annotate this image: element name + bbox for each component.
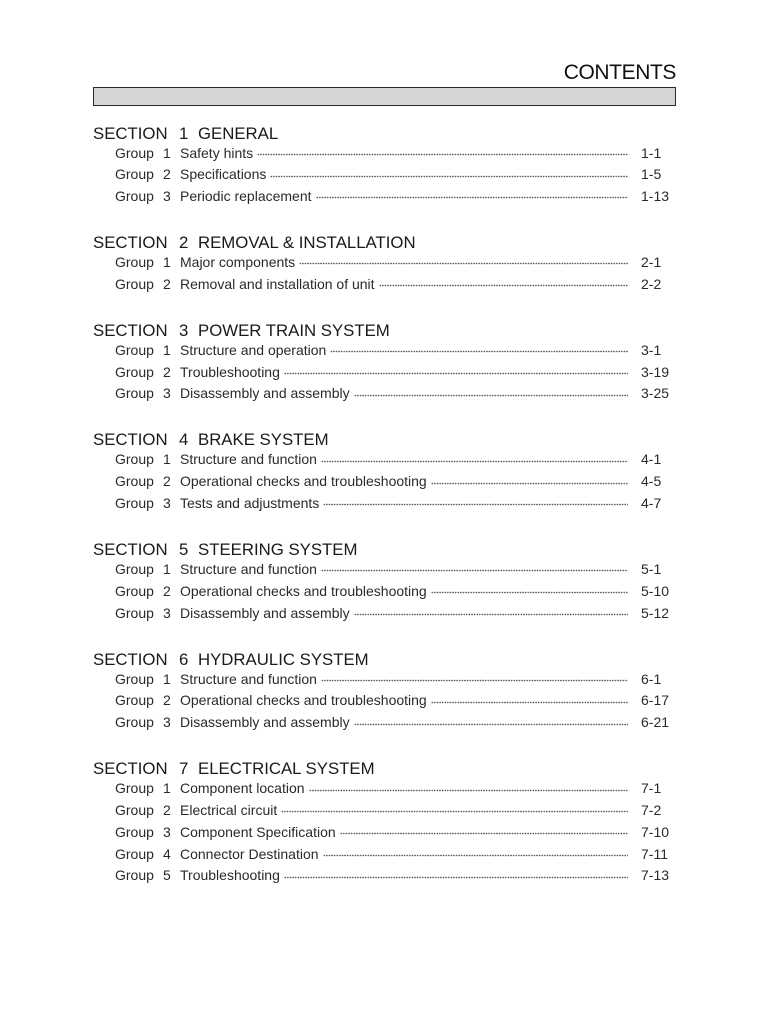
group-number: 1 — [163, 780, 171, 797]
section-label: SECTION — [93, 759, 168, 779]
group-label: Group — [115, 254, 154, 271]
group-number: 1 — [163, 561, 171, 578]
group-label: Group — [115, 845, 154, 862]
entry-title: Periodic replacement — [180, 188, 312, 205]
group-number: 1 — [163, 254, 171, 271]
entry-title: Component location — [180, 780, 305, 797]
group-label: Group — [115, 188, 154, 205]
dot-leader — [257, 153, 628, 156]
entry-title: Operational checks and troubleshooting — [180, 692, 427, 709]
group-label: Group — [115, 867, 154, 884]
toc-entry — [93, 252, 676, 274]
page-number: 5-12 — [641, 604, 670, 621]
group-label: Group — [115, 495, 154, 512]
dot-leader — [321, 569, 628, 572]
toc-entry — [93, 712, 676, 734]
toc-entry — [93, 865, 676, 887]
dot-leader — [321, 679, 628, 682]
page-number: 1-1 — [641, 144, 662, 161]
page-number: 4-1 — [641, 451, 662, 468]
toc-entry — [93, 778, 676, 800]
entry-title: Connector Destination — [180, 845, 319, 862]
dot-leader — [431, 701, 628, 704]
dot-leader — [431, 482, 628, 485]
entry-title: Structure and operation — [180, 341, 327, 358]
page-number: 4-7 — [641, 495, 662, 512]
page-number: 6-17 — [641, 692, 670, 709]
group-number: 2 — [163, 473, 171, 490]
group-number: 1 — [163, 451, 171, 468]
toc-section — [93, 321, 676, 405]
section-label: SECTION — [93, 649, 168, 669]
dot-leader — [354, 613, 628, 616]
group-label: Group — [115, 363, 154, 380]
entry-title: Specifications — [180, 166, 267, 183]
group-label: Group — [115, 561, 154, 578]
section-label: SECTION — [93, 430, 168, 450]
section-title: HYDRAULIC SYSTEM — [198, 649, 369, 669]
group-label: Group — [115, 582, 154, 599]
group-label: Group — [115, 801, 154, 818]
page-number: 7-2 — [641, 801, 662, 818]
group-number: 4 — [163, 845, 171, 862]
group-number: 2 — [163, 801, 171, 818]
section-heading — [93, 540, 676, 559]
section-number: 3 — [179, 320, 189, 340]
entry-title: Component Specification — [180, 823, 336, 840]
table-of-contents — [93, 124, 676, 913]
page-number: 3-19 — [641, 363, 670, 380]
entry-title: Troubleshooting — [180, 867, 280, 884]
group-number: 2 — [163, 166, 171, 183]
section-heading — [93, 124, 676, 143]
dot-leader — [284, 372, 628, 375]
section-number: 6 — [179, 649, 189, 669]
group-number: 3 — [163, 823, 171, 840]
group-number: 3 — [163, 714, 171, 731]
dot-leader — [270, 175, 628, 178]
toc-entry — [93, 493, 676, 515]
toc-entry — [93, 340, 676, 362]
page-number: 4-5 — [641, 473, 662, 490]
group-number: 2 — [163, 692, 171, 709]
section-label: SECTION — [93, 320, 168, 340]
toc-entry — [93, 143, 676, 165]
page-number: 2-2 — [641, 275, 662, 292]
toc-section — [93, 124, 676, 208]
group-label: Group — [115, 692, 154, 709]
dot-leader — [340, 832, 628, 835]
section-label: SECTION — [93, 233, 168, 253]
toc-entry — [93, 800, 676, 822]
page-number: 6-1 — [641, 670, 662, 687]
section-number: 2 — [179, 233, 189, 253]
entry-title: Major components — [180, 254, 296, 271]
group-number: 3 — [163, 604, 171, 621]
dot-leader — [431, 591, 628, 594]
section-number: 5 — [179, 540, 189, 560]
entry-title: Disassembly and assembly — [180, 604, 350, 621]
group-number: 1 — [163, 341, 171, 358]
toc-entry — [93, 471, 676, 493]
group-number: 3 — [163, 495, 171, 512]
toc-entry — [93, 449, 676, 471]
dot-leader — [330, 350, 628, 353]
group-label: Group — [115, 166, 154, 183]
group-label: Group — [115, 385, 154, 402]
page-number: 1-13 — [641, 188, 670, 205]
toc-entry — [93, 186, 676, 208]
toc-section — [93, 650, 676, 734]
group-label: Group — [115, 451, 154, 468]
page-number: 7-11 — [641, 845, 668, 862]
toc-entry — [93, 559, 676, 581]
section-title: REMOVAL & INSTALLATION — [198, 233, 416, 253]
section-heading — [93, 759, 676, 778]
dot-leader — [323, 854, 628, 857]
dot-leader — [354, 723, 628, 726]
entry-title: Structure and function — [180, 451, 317, 468]
group-number: 3 — [163, 188, 171, 205]
entry-title: Disassembly and assembly — [180, 385, 350, 402]
group-number: 1 — [163, 670, 171, 687]
section-title: GENERAL — [198, 123, 279, 143]
section-title: POWER TRAIN SYSTEM — [198, 320, 390, 340]
section-heading — [93, 321, 676, 340]
dot-leader — [299, 262, 628, 265]
entry-title: Structure and function — [180, 670, 317, 687]
entry-title: Tests and adjustments — [180, 495, 320, 512]
group-label: Group — [115, 604, 154, 621]
group-label: Group — [115, 823, 154, 840]
toc-section — [93, 759, 676, 887]
section-title: STEERING SYSTEM — [198, 540, 358, 560]
group-label: Group — [115, 473, 154, 490]
section-title: ELECTRICAL SYSTEM — [198, 759, 375, 779]
page-number: 5-1 — [641, 561, 662, 578]
dot-leader — [284, 876, 628, 879]
group-label: Group — [115, 341, 154, 358]
page-number: 1-5 — [641, 166, 662, 183]
toc-entry — [93, 164, 676, 186]
section-number: 7 — [179, 759, 189, 779]
group-number: 3 — [163, 385, 171, 402]
toc-entry — [93, 581, 676, 603]
toc-section — [93, 233, 676, 296]
toc-entry — [93, 383, 676, 405]
toc-section — [93, 540, 676, 624]
group-number: 5 — [163, 867, 171, 884]
section-heading — [93, 650, 676, 669]
group-label: Group — [115, 670, 154, 687]
group-number: 2 — [163, 275, 171, 292]
toc-entry — [93, 844, 676, 866]
section-title: BRAKE SYSTEM — [198, 430, 329, 450]
entry-title: Operational checks and troubleshooting — [180, 473, 427, 490]
toc-entry — [93, 690, 676, 712]
group-number: 2 — [163, 363, 171, 380]
page-number: 6-21 — [641, 714, 670, 731]
entry-title: Electrical circuit — [180, 801, 278, 818]
group-label: Group — [115, 714, 154, 731]
dot-leader — [379, 284, 628, 287]
group-label: Group — [115, 275, 154, 292]
section-heading — [93, 430, 676, 449]
page-number: 2-1 — [641, 254, 662, 271]
page-number: 7-13 — [641, 867, 670, 884]
toc-entry — [93, 362, 676, 384]
toc-entry — [93, 603, 676, 625]
page-number: 3-1 — [641, 341, 662, 358]
toc-entry — [93, 669, 676, 691]
page-number: 5-10 — [641, 582, 670, 599]
group-label: Group — [115, 144, 154, 161]
section-label: SECTION — [93, 123, 168, 143]
entry-title: Structure and function — [180, 561, 317, 578]
dot-leader — [354, 394, 628, 397]
dot-leader — [323, 503, 628, 506]
group-number: 2 — [163, 582, 171, 599]
page-title: CONTENTS — [563, 61, 676, 84]
entry-title: Troubleshooting — [180, 363, 280, 380]
page-number: 3-25 — [641, 385, 670, 402]
toc-section — [93, 430, 676, 514]
section-number: 4 — [179, 430, 189, 450]
page-number: 7-10 — [641, 823, 670, 840]
entry-title: Safety hints — [180, 144, 254, 161]
toc-entry — [93, 822, 676, 844]
title-bar — [93, 87, 676, 106]
page-number: 7-1 — [641, 780, 662, 797]
section-heading — [93, 233, 676, 252]
section-number: 1 — [179, 123, 189, 143]
toc-entry — [93, 274, 676, 296]
dot-leader — [281, 810, 628, 813]
section-label: SECTION — [93, 540, 168, 560]
dot-leader — [309, 789, 628, 792]
group-number: 1 — [163, 144, 171, 161]
group-label: Group — [115, 780, 154, 797]
entry-title: Operational checks and troubleshooting — [180, 582, 427, 599]
dot-leader — [321, 460, 628, 463]
entry-title: Removal and installation of unit — [180, 275, 375, 292]
entry-title: Disassembly and assembly — [180, 714, 350, 731]
dot-leader — [316, 196, 628, 199]
